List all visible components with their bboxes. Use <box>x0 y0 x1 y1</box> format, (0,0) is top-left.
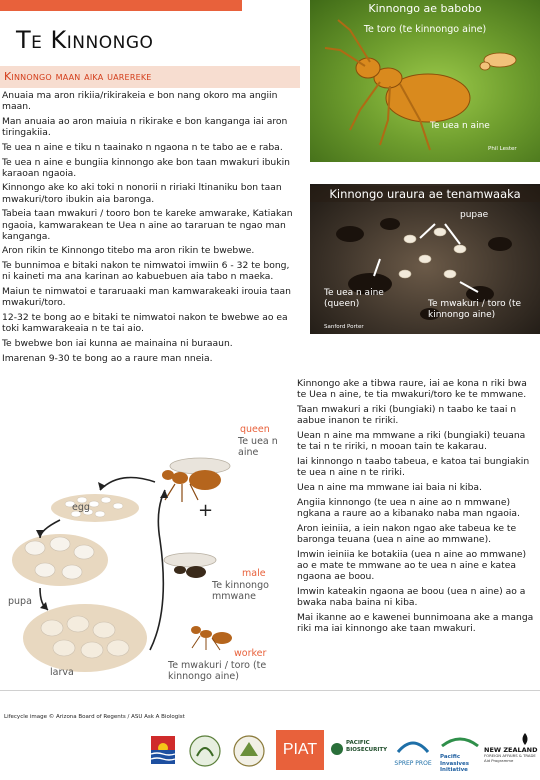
paragraph: Taan mwakuri a riki (bungiaki) n taabo ke taai n aabue inanon te ririki. <box>297 404 517 427</box>
paragraph: Uean n aine ma mmwane a riki (bungiaki) teuana te tai n te ririki, n mooan tain te kakarau. <box>297 430 526 453</box>
arrow-icon <box>150 490 165 650</box>
paragraph: Te uea n aine e bungiia kinnongo ake bon taan mwakuri ibukin karaoan ngaoia. <box>2 156 290 179</box>
photo-title: Kinnongo ae babobo <box>368 2 482 15</box>
kiribati-flag-logo <box>148 734 178 770</box>
male-ant-icon <box>164 553 216 578</box>
new-zealand-aid-logo <box>484 734 540 770</box>
egg-cluster-icon <box>51 494 139 522</box>
arrowhead-icon <box>40 602 48 610</box>
photo-label-queen: Te uea n aine <box>430 121 490 131</box>
right-text-column <box>297 378 537 638</box>
paragraph: Te bwebwe bon iai kunna ae mainaina ni buraaun. <box>2 337 233 349</box>
lifecycle-label-queen-local: Te uea n aine <box>238 436 278 458</box>
paragraph: Imwin ieiniia ke botakiia (uea n aine ao mmwane) ao e mate te mmwane ao te uea n aine e katea ngaona ae boou. <box>297 548 527 583</box>
accent-bar <box>0 0 242 11</box>
yellow-ant-photo <box>310 0 540 162</box>
paragraph: Imwin kateakin ngaona ae boou (uea n aine) ao a bwaka naba baina ni kiba. <box>297 586 526 609</box>
paragraph: Uea n aine ma mmwane iai baia ni kiba. <box>297 482 482 493</box>
pacific-biosecurity-text: PACIFIC BIOSECURITY <box>346 740 388 753</box>
paragraph: Te uea n aine e tiku n taainako n ngaona n te tabo ae e raba. <box>2 141 283 153</box>
page-subtitle: Kinnongo maan aika uarereke <box>4 70 152 83</box>
piat-logo-text: PIAT <box>282 741 318 758</box>
paragraph: Angiia kinnongo (te uea n aine ao n mmwane) ngkana a raure ao a kibanako naba man ngaoia. <box>297 496 520 519</box>
paragraph: Man anuaia ao aron maiuia n rikirake e bon kanganga iai aron tiringakiia. <box>2 115 288 139</box>
paragraph: Te bunnimoa e bitaki nakon te nimwatoi imwiin 6 - 32 te bong, ni kaineti ma ana karinan ao kabuebuen aia tabo n maeka. <box>2 260 290 283</box>
page-title: Te Kinnongo <box>16 26 154 54</box>
lifecycle-label-pupa: pupa <box>8 596 32 607</box>
paragraph: Aron ieiniia, a iein nakon ngao ake tabeua ke te baronga teuana (uea n aine ao mmwane). <box>297 522 517 545</box>
pacific-invasives-logo <box>440 732 480 773</box>
paragraph: Mai ikanne ao e kawenei bunnimoana ake a manga riki ma iai kinnongo ake taan mwakuri. <box>297 612 534 635</box>
lifecycle-label-queen: queen <box>240 424 270 435</box>
lifecycle-label-male: male <box>242 568 266 579</box>
new-zealand-subtext: FOREIGN AFFAIRS & TRADE Aid Programme <box>484 753 536 763</box>
fire-ant-photo <box>310 184 540 334</box>
lifecycle-credit: Lifecycle image © Arizona Board of Regents / ASU Ask A Biologist <box>4 714 185 720</box>
paragraph: 12-32 te bong ao e bitaki te nimwatoi nakon te bwebwe ao ea toki kamwarakeaia n te tai aio. <box>2 311 288 335</box>
larva-cluster-icon <box>23 604 147 672</box>
lifecycle-diagram <box>0 420 295 690</box>
lifecycle-label-egg: egg <box>72 502 90 513</box>
footer-divider <box>0 690 540 691</box>
lifecycle-label-larva: larva <box>50 667 74 678</box>
piat-logo <box>276 730 324 770</box>
environment-seal-logo <box>232 732 266 770</box>
lifecycle-label-worker-local: Te mwakuri / toro (te kinnongo aine) <box>168 660 267 682</box>
photo-label-pupae: pupae <box>460 210 489 220</box>
lifecycle-plus: + <box>198 500 214 521</box>
pacific-invasives-text: Pacific Invasives Initiative <box>440 754 470 773</box>
photo-label-queen: Te uea n aine (queen) <box>324 288 384 309</box>
lifecycle-label-male-local: Te kinnongo mmwane <box>212 580 269 602</box>
pacific-biosecurity-logo <box>330 738 390 768</box>
paragraph: Kinnongo ake a tibwa raure, iai ae kona n riki bwa te Uea n aine, te tia mwakuri/toro ke te mmwane. <box>297 378 527 401</box>
paragraph: Aron rikin te Kinnongo titebo ma aron rikin te bwebwe. <box>2 245 255 257</box>
photo-subtitle: Te toro (te kinnongo aine) <box>363 24 487 35</box>
photo-credit: Phil Lester <box>488 146 517 152</box>
new-zealand-text: NEW ZEALAND <box>484 746 538 754</box>
photo-title: Kinnongo uraura ae tenamwaaka <box>310 186 540 202</box>
paragraph: Iai kinnongo n taabo tabeua, e katoa tai bungiakin te uea n aine n te ririki. <box>297 456 530 479</box>
paragraph: Anuaia ma aron rikiia/rikirakeia e bon nang okoro ma angiin maan. <box>2 90 278 113</box>
sprep-logo <box>394 732 432 770</box>
photo-label-worker: Te mwakuri / toro (te kinnongo aine) <box>428 299 522 320</box>
queen-ant-icon <box>162 458 230 502</box>
lifecycle-label-worker: worker <box>234 648 267 659</box>
left-text-column <box>2 90 295 367</box>
arrow-icon <box>100 478 155 491</box>
sprep-logo-text: SPREP PROE <box>394 760 432 767</box>
worker-ant-icon <box>191 626 232 650</box>
paragraph: Kinnongo ake ko aki toki n nonorii n ririaki ltinaniku bon taan mwakuri/toro ibukin aia baronga. <box>2 182 282 205</box>
pupa-cluster-icon <box>12 534 108 586</box>
paragraph: Maiun te nimwatoi e tararuaaki man kamwarakeaki irouia taan mwakuri/toro. <box>2 286 291 309</box>
paragraph: Imarenan 9-30 te bong ao a raure man nneia. <box>2 352 213 364</box>
photo-credit: Sanford Porter <box>324 324 364 330</box>
ministry-seal-logo <box>188 732 222 770</box>
footer <box>0 690 540 780</box>
paragraph: Tabeia taan mwakuri / tooro bon te kareke amwarake, Katiakan ngaoia, kamwarakean te Uea n aine ao tararuan te ngao man kanganga. <box>2 208 293 242</box>
